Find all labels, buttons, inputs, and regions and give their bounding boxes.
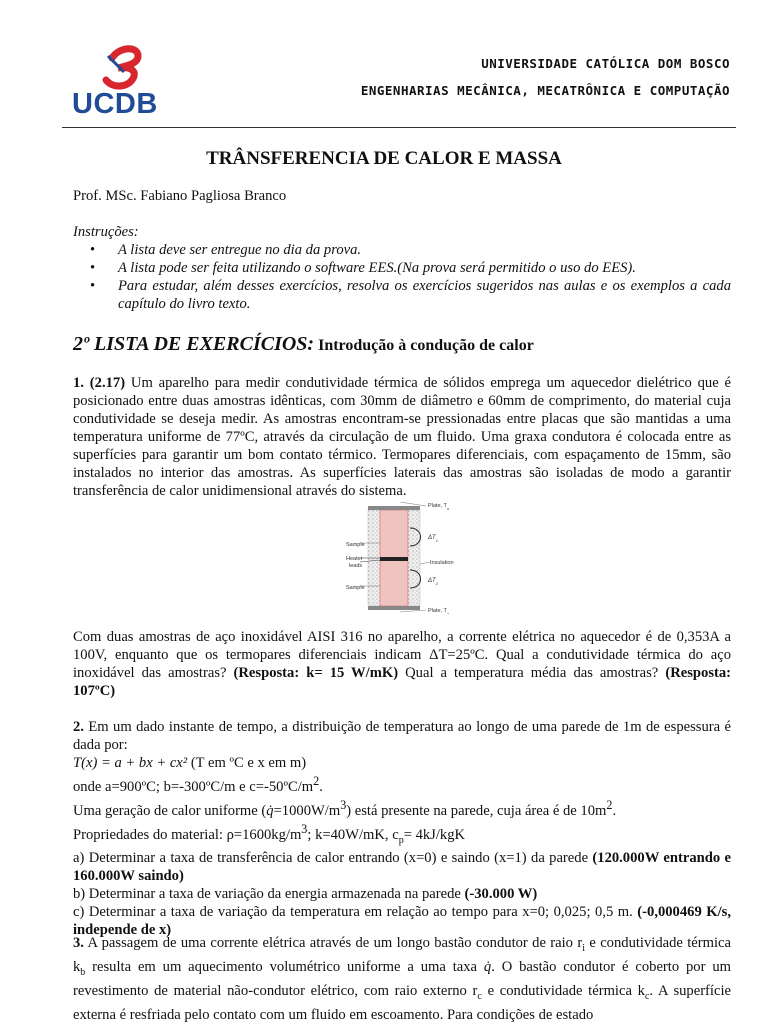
ex2-c-text: c) Determinar a taxa de variação da temperatura em relação ao tempo para x=0; 0,025; 0,5 m. bbox=[73, 904, 633, 921]
insulation-label: Insulation bbox=[430, 560, 454, 566]
sup: 2 bbox=[313, 774, 320, 788]
apparatus-figure bbox=[340, 502, 470, 614]
top-plate bbox=[368, 506, 420, 510]
plate-top-label: Plate, $T_o$ bbox=[428, 503, 450, 511]
ex2-a-text: a) Determinar a taxa de transferência de calor entrando (x=0) e saindo (x=1) da parede bbox=[73, 850, 589, 867]
ex2-props-b: ; k=40W/mK, c bbox=[307, 826, 399, 843]
ex2-equation-note: (T em ºC e x em m) bbox=[190, 755, 307, 771]
ex2-constants: onde a=900ºC; b=-300ºC/m e c=-50ºC/m bbox=[73, 778, 314, 795]
ex3-text: resulta em um aquecimento volumétrico uniforme a uma taxa bbox=[85, 958, 484, 975]
plate-bottom-label: Plate, $T_o$ bbox=[428, 608, 450, 614]
ex1-number: 1. bbox=[73, 375, 84, 391]
ucdb-logo bbox=[72, 44, 176, 120]
instruction-item: • Para estudar, além desses exercícios, resolva os exercícios sugeridos nas aulas e os exemplos a cada capítulo do livro texto. bbox=[73, 277, 731, 313]
ex2-number: 2. bbox=[73, 719, 84, 735]
sub: c bbox=[477, 990, 482, 1002]
leads-label: leads bbox=[349, 563, 363, 569]
ex2-props-c: = 4kJ/kgK bbox=[403, 826, 466, 843]
bottom-plate bbox=[368, 606, 420, 610]
ex1-answer1: (Resposta: k= 15 W/mK) bbox=[233, 665, 399, 681]
sub: p bbox=[398, 834, 404, 846]
professor: Prof. MSc. Fabiano Pagliosa Branco bbox=[73, 188, 287, 204]
ex2-text: Em um dado instante de tempo, a distribuição de temperatura ao longo de uma parede de 1m de espessura é dada por: bbox=[73, 719, 731, 753]
instructions-label: Instruções: bbox=[73, 224, 139, 240]
bottom-sample bbox=[380, 560, 408, 606]
exercise-3 bbox=[73, 934, 731, 1024]
ex1-question2: Qual a temperatura média das amostras? bbox=[405, 665, 659, 681]
ex1-ref: (2.17) bbox=[89, 375, 126, 391]
ex1-answer2: (Resposta: 107ºC) bbox=[73, 665, 732, 699]
instructions-list bbox=[73, 241, 731, 313]
ex2-a-answer: (120.000W entrando e 160.000W saindo) bbox=[73, 850, 731, 885]
logo-text: UCDB bbox=[72, 88, 158, 120]
sup: 3 bbox=[340, 797, 347, 812]
instruction-item: • A lista deve ser entregue no dia da prova. bbox=[73, 241, 731, 259]
ex3-text: e condutividade térmica k bbox=[73, 935, 732, 975]
sample-bottom-label: Sample bbox=[346, 585, 365, 591]
ex3-text: . A superfície externa é resfriada pelo contato com um fluido em escoamento. Para condições de estado bbox=[73, 982, 731, 1023]
ex1-text: Um aparelho para medir condutividade térmica de sólidos emprega um aquecedor dielétrico que é posicionado entre duas amostras idênticas, com 30mm de diâmetro e 60mm de comprimento, do material cuja condutividade se deseja medir. As amostras encontram-se pressionadas entre placas que são mantidas a uma temperatura uniforme de 77ºC, através da circulação de um fluido. Uma graxa condutora é colocada entre as superfícies para garantir um bom contato térmico. Termopares diferenciais, com espaçamento de 15mm, são instalados no interior das amostras. As superfícies laterais das amostras são isoladas de modo a garantir transferência de calor unidimensional através do sistema. bbox=[73, 375, 732, 499]
ex2-props-a: Propriedades do material: ρ=1600kg/m bbox=[73, 826, 302, 843]
ex2-equation: T(x) = a + bx + cx² bbox=[73, 755, 188, 771]
ex3-text: e condutividade térmica k bbox=[481, 982, 645, 999]
instruction-item: • A lista pode ser feita utilizando o software EES.(Na prova será permitido o uso do EES). bbox=[73, 259, 731, 277]
sup: 2 bbox=[606, 797, 613, 812]
heater-plate bbox=[380, 557, 408, 561]
exercise-1-question bbox=[73, 628, 731, 700]
list-subtitle: Introdução à condução de calor bbox=[318, 337, 534, 354]
sample-top-label: Sample bbox=[346, 542, 365, 548]
ex2-gen-val: =1000W/m bbox=[273, 802, 341, 819]
ex3-text: . O bastão condutor é coberto por um revestimento de material não-condutor elétrico, com raio externo r bbox=[73, 958, 731, 999]
sub: i bbox=[582, 942, 585, 954]
list-heading bbox=[73, 333, 534, 356]
programs-name: ENGENHARIAS MECÂNICA, MECATRÔNICA E COMPUTAÇÃO bbox=[360, 83, 730, 98]
dt2-label: $\Delta T_2$ bbox=[428, 578, 438, 586]
sub: b bbox=[80, 966, 86, 978]
instructions bbox=[73, 223, 731, 313]
page-title: TRÂNSFERENCIA DE CALOR E MASSA bbox=[206, 148, 562, 169]
ex1-text2: Com duas amostras de aço inoxidável AISI 316 no aparelho, a corrente elétrica no aquecedor é de 0,353A a 100V, enquanto que os termopares diferenciais indicam ΔT=25ºC. Qual a condutividade térmica do aço inoxidável das amostras? bbox=[73, 629, 731, 681]
ex2-b-text: b) Determinar a taxa de variação da energia armazenada na parede bbox=[73, 886, 461, 903]
exercise-2: 2. Em um dado instante de tempo, a distribuição de temperatura ao longo de uma parede de 1m de espessura é dada por: T(x) = a + bx + cx² (T em ºC e x em m) onde a=900ºC; b=-300ºC/m e $c=-50ºC/m^2$. Uma geração de calor uniforme $(q̇=1000W/m^3)$ está presente na parede, cuja área é de $10m^2$. Propriedades do material: $\rho=1600kg/m^3$; k=40W/mK, $c_p= 4kJ/kgK$ a) Determinar a taxa de transferência de calor entrando (x=0) e saindo (x=1) da parede (120.000W entrando e 160.000W saindo) b) Determinar a taxa de variação da energia armazenada na parede (-30.000 W) c) Determinar a taxa de variação da temperatura em relação ao tempo para x=0; 0,025; 0,5 m. (-0,000469 K/s, independe de x) bbox=[73, 719, 731, 939]
ex2-gen-post: ) está presente na parede, cuja área é de 10m bbox=[346, 802, 607, 819]
ex2-c-answer: (-0,000469 K/s, independe de x) bbox=[73, 904, 731, 939]
sub: c bbox=[644, 990, 650, 1002]
ex3-text: A passagem de uma corrente elétrica através de um longo bastão condutor de raio r bbox=[87, 935, 583, 951]
exercise-1 bbox=[73, 374, 731, 500]
heater-label: Heater bbox=[346, 556, 363, 562]
top-sample bbox=[380, 510, 408, 558]
ex2-gen-pre: Uma geração de calor uniforme ( bbox=[73, 802, 267, 819]
ex2-b-answer: (-30.000 W) bbox=[464, 886, 538, 903]
university-name: UNIVERSIDADE CATÓLICA DOM BOSCO bbox=[481, 56, 730, 71]
dt1-label: $\Delta T_1$ bbox=[428, 535, 438, 543]
sup: 3 bbox=[301, 821, 308, 836]
ex3-number: 3. bbox=[73, 935, 84, 951]
ex2-gen-symbol: q̇ bbox=[266, 802, 274, 819]
header-rule bbox=[62, 127, 736, 128]
list-title: 2º LISTA DE EXERCÍCIOS: bbox=[73, 333, 315, 355]
ex3-qdot: q̇ bbox=[483, 958, 492, 975]
